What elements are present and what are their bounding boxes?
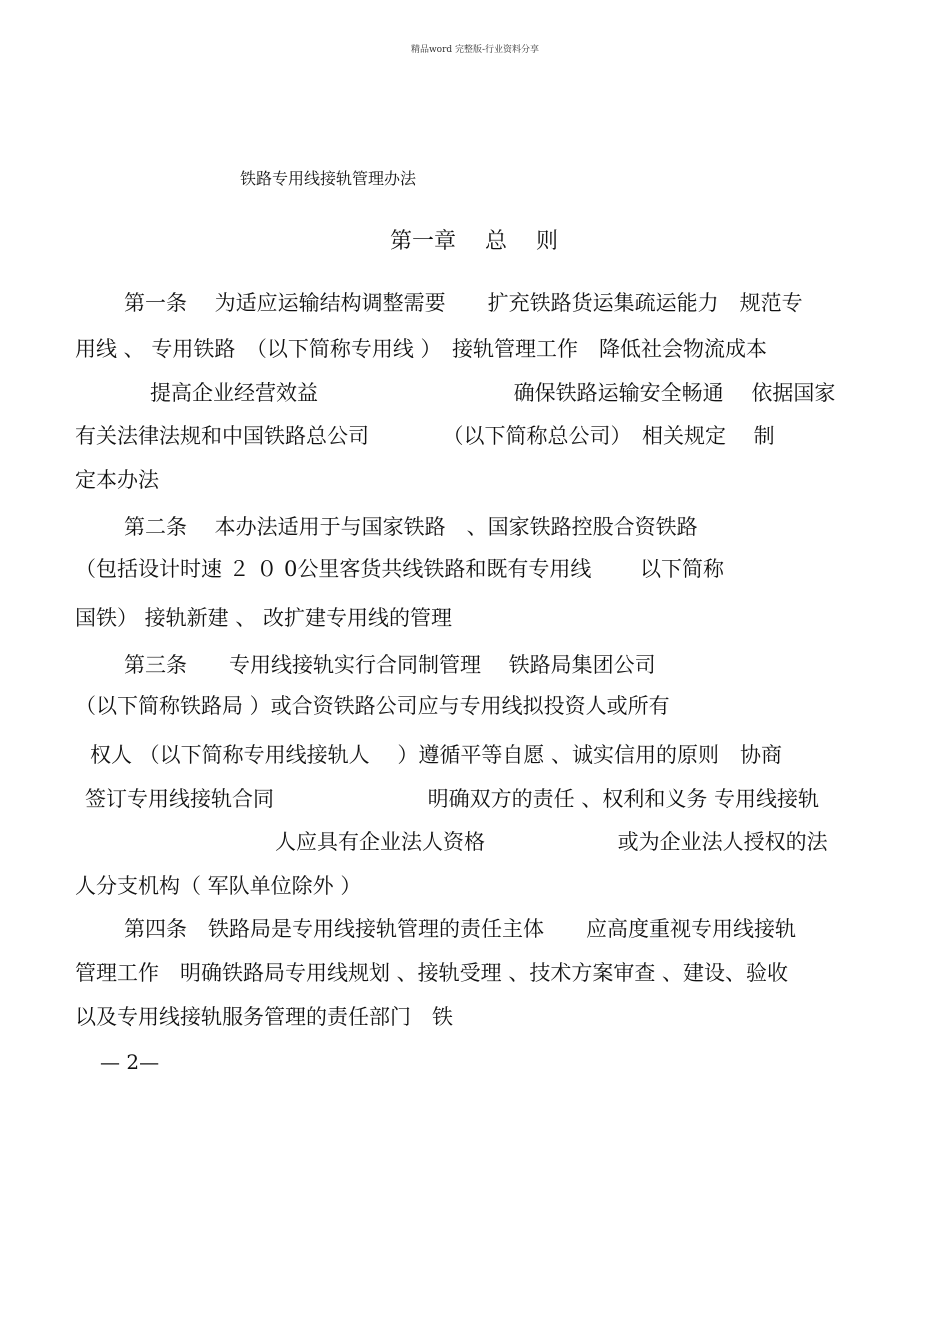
body-line: 定本办法 <box>75 468 159 492</box>
body-line: 签订专用线接轨合同 明确双方的责任 、权利和义务 专用线接轨 <box>85 787 820 811</box>
body-line: 提高企业经营效益 确保铁路运输安全畅通 依据国家 <box>150 381 836 405</box>
body-line: 第四条 铁路局是专用线接轨管理的责任主体 应高度重视专用线接轨 <box>124 917 796 941</box>
header-note: 精品word 完整版-行业资料分享 <box>410 45 540 55</box>
body-line: （以下简称铁路局 ）或合资铁路公司应与专用线拟投资人或所有 <box>75 694 670 718</box>
body-line: 国铁） 接轨新建 、 改扩建专用线的管理 <box>75 606 453 630</box>
body-line: 人应具有企业法人资格 或为企业法人授权的法 <box>275 830 828 854</box>
body-line: 第三条 专用线接轨实行合同制管理 铁路局集团公司 <box>124 653 656 677</box>
body-line: 有关法律法规和中国铁路总公司 （以下简称总公司） 相关规定 制 <box>75 424 775 448</box>
body-line: （包括设计时速 ２ ０ 0公里客货共线铁路和既有专用线 以下简称 <box>75 557 725 581</box>
body-line: 第二条 本办法适用于与国家铁路 、国家铁路控股合资铁路 <box>124 515 698 539</box>
page-number: — 2— <box>100 1050 160 1074</box>
body-line: 权人 （以下简称专用线接轨人 ）遵循平等自愿 、诚实信用的原则 协商 <box>90 743 783 767</box>
body-line: 以及专用线接轨服务管理的责任部门 铁 <box>75 1005 453 1029</box>
body-line: 用线 、 专用铁路 （以下简称专用线 ） 接轨管理工作 降低社会物流成本 <box>75 337 768 361</box>
body-line: 管理工作 明确铁路局专用线规划 、接轨受理 、技术方案审查 、建设、验收 <box>75 961 789 985</box>
chapter-title: 第一章 总 则 <box>390 229 558 254</box>
document-title: 铁路专用线接轨管理办法 <box>240 169 417 188</box>
body-line: 人分支机构（ 军队单位除外 ） <box>75 874 362 898</box>
body-line: 第一条 为适应运输结构调整需要 扩充铁路货运集疏运能力 规范专 <box>124 291 803 315</box>
